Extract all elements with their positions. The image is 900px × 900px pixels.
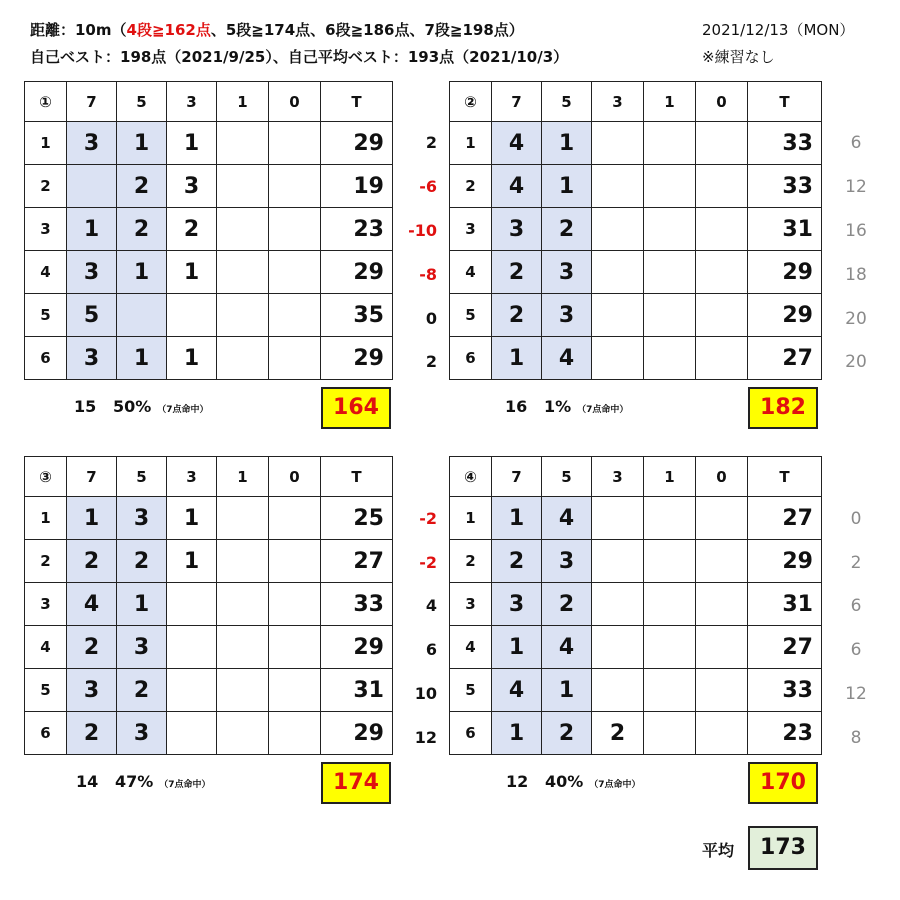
hit-note: （7点命中） — [577, 405, 629, 415]
cumulative-diff: 12 — [845, 177, 867, 197]
table-row — [25, 122, 393, 165]
col-5: 5 — [542, 457, 592, 497]
end-number: 6 — [450, 337, 492, 380]
end-total: 29 — [321, 626, 393, 669]
end-number: 3 — [450, 583, 492, 626]
round-table-4 — [449, 456, 822, 755]
count-0 — [269, 251, 321, 294]
count-3 — [592, 583, 644, 626]
count-7: 1 — [492, 497, 542, 540]
count-1 — [217, 122, 269, 165]
count-1 — [644, 251, 696, 294]
count-1 — [644, 122, 696, 165]
count-3 — [592, 294, 644, 337]
count-5: 4 — [542, 626, 592, 669]
count-3 — [592, 497, 644, 540]
end-total: 29 — [321, 712, 393, 755]
cumulative-diff: 12 — [845, 684, 867, 704]
col-total: T — [321, 82, 393, 122]
count-7: 1 — [492, 337, 542, 380]
end-number: 1 — [25, 497, 67, 540]
count-0 — [269, 669, 321, 712]
count-5: 1 — [542, 669, 592, 712]
count-7 — [67, 165, 117, 208]
col-7: 7 — [492, 457, 542, 497]
end-number: 5 — [450, 669, 492, 712]
count-1 — [217, 165, 269, 208]
personal-best: 自己ベスト：198点（2021/9/25）、自己平均ベスト：193点（2021/10/3） — [30, 48, 569, 66]
table-row — [25, 712, 393, 755]
table-header — [25, 82, 393, 122]
count-7: 2 — [67, 712, 117, 755]
count-7: 3 — [67, 337, 117, 380]
round-label: ③ — [25, 457, 67, 497]
count-7: 4 — [492, 165, 542, 208]
end-total: 27 — [748, 497, 822, 540]
end-total: 33 — [748, 122, 822, 165]
table-row — [25, 626, 393, 669]
count-1 — [217, 208, 269, 251]
end-number: 4 — [25, 626, 67, 669]
count-3 — [592, 122, 644, 165]
hit-count: 16 — [505, 397, 528, 416]
count-5: 1 — [117, 337, 167, 380]
cumulative-diff: 8 — [850, 728, 862, 748]
end-total: 29 — [321, 251, 393, 294]
cumulative-diff: 2 — [850, 553, 862, 573]
count-7: 4 — [67, 583, 117, 626]
end-number: 5 — [25, 294, 67, 337]
count-0 — [696, 626, 748, 669]
end-total: 29 — [321, 122, 393, 165]
end-diff: 0 — [425, 309, 437, 328]
count-0 — [269, 165, 321, 208]
count-0 — [696, 540, 748, 583]
count-5: 2 — [542, 712, 592, 755]
table-row — [25, 208, 393, 251]
end-total: 29 — [748, 294, 822, 337]
count-1 — [217, 669, 269, 712]
count-1 — [217, 626, 269, 669]
count-3: 1 — [167, 337, 217, 380]
count-1 — [644, 626, 696, 669]
col-1: 1 — [644, 82, 696, 122]
round-total-1: 164 — [321, 387, 391, 429]
end-diff: 6 — [425, 640, 437, 659]
count-5: 3 — [542, 294, 592, 337]
count-7: 3 — [67, 669, 117, 712]
count-7: 1 — [492, 626, 542, 669]
end-diff: -2 — [419, 553, 437, 572]
end-number: 6 — [25, 337, 67, 380]
round-total-3: 174 — [321, 762, 391, 804]
count-3 — [167, 669, 217, 712]
average-value: 173 — [748, 826, 818, 870]
round-table-1 — [24, 81, 393, 380]
end-number: 1 — [450, 497, 492, 540]
count-0 — [269, 540, 321, 583]
count-5: 1 — [542, 122, 592, 165]
count-1 — [217, 337, 269, 380]
count-5: 2 — [117, 165, 167, 208]
average-label: 平均 — [702, 841, 735, 860]
count-3 — [167, 294, 217, 337]
count-0 — [696, 294, 748, 337]
col-1: 1 — [217, 82, 269, 122]
table-row — [25, 294, 393, 337]
count-3 — [592, 540, 644, 583]
hit-percent: 1% — [543, 397, 572, 416]
table-header — [450, 82, 822, 122]
end-number: 1 — [25, 122, 67, 165]
end-number: 2 — [25, 165, 67, 208]
distance-rule-highlight: 4段≧162点 — [126, 21, 211, 39]
end-number: 2 — [25, 540, 67, 583]
count-5: 4 — [542, 337, 592, 380]
col-1: 1 — [644, 457, 696, 497]
count-5: 2 — [117, 669, 167, 712]
round-table-3 — [24, 456, 393, 755]
count-5: 2 — [542, 583, 592, 626]
table-row — [450, 626, 822, 669]
end-number: 5 — [450, 294, 492, 337]
col-3: 3 — [592, 82, 644, 122]
count-1 — [217, 251, 269, 294]
count-1 — [644, 497, 696, 540]
end-number: 4 — [25, 251, 67, 294]
table-row — [450, 669, 822, 712]
end-total: 29 — [748, 251, 822, 294]
end-diff: -6 — [419, 177, 437, 196]
table-header — [450, 457, 822, 497]
count-0 — [696, 712, 748, 755]
round-total-4: 170 — [748, 762, 818, 804]
count-7: 2 — [67, 626, 117, 669]
count-1 — [217, 497, 269, 540]
end-total: 31 — [321, 669, 393, 712]
count-0 — [696, 337, 748, 380]
col-5: 5 — [117, 82, 167, 122]
count-0 — [269, 712, 321, 755]
count-7: 3 — [67, 122, 117, 165]
col-0: 0 — [696, 457, 748, 497]
count-7: 3 — [492, 208, 542, 251]
round-summary-4 — [506, 772, 641, 791]
count-7: 1 — [67, 497, 117, 540]
hit-percent: 47% — [114, 772, 154, 791]
count-7: 2 — [492, 540, 542, 583]
end-diff: 4 — [425, 596, 437, 615]
count-5: 3 — [117, 712, 167, 755]
distance-rule-rest: 、5段≧174点、6段≧186点、7段≧198点） — [210, 21, 524, 39]
end-number: 4 — [450, 251, 492, 294]
end-diff: 2 — [425, 352, 437, 371]
round-total-2: 182 — [748, 387, 818, 429]
count-1 — [644, 540, 696, 583]
count-5: 1 — [117, 583, 167, 626]
count-3: 1 — [167, 497, 217, 540]
end-diff: 12 — [414, 728, 437, 747]
session-date: 2021/12/13（MON） — [702, 21, 855, 39]
count-3 — [592, 626, 644, 669]
cumulative-diff: 0 — [850, 509, 862, 529]
end-number: 6 — [25, 712, 67, 755]
count-5: 3 — [117, 626, 167, 669]
round-label: ① — [25, 82, 67, 122]
round-summary-2 — [505, 397, 628, 416]
hit-percent: 40% — [544, 772, 584, 791]
count-3: 1 — [167, 251, 217, 294]
count-5: 3 — [542, 251, 592, 294]
count-0 — [696, 583, 748, 626]
col-total: T — [748, 457, 822, 497]
count-1 — [644, 712, 696, 755]
end-diff: 2 — [425, 133, 437, 152]
end-total: 33 — [748, 669, 822, 712]
count-0 — [269, 208, 321, 251]
end-number: 6 — [450, 712, 492, 755]
cumulative-diff: 16 — [845, 221, 867, 241]
count-3 — [167, 626, 217, 669]
end-number: 2 — [450, 165, 492, 208]
count-3: 2 — [592, 712, 644, 755]
count-0 — [269, 337, 321, 380]
end-total: 25 — [321, 497, 393, 540]
col-5: 5 — [117, 457, 167, 497]
end-total: 31 — [748, 583, 822, 626]
count-5: 1 — [117, 122, 167, 165]
count-3 — [592, 165, 644, 208]
col-0: 0 — [269, 457, 321, 497]
end-total: 33 — [321, 583, 393, 626]
col-3: 3 — [167, 457, 217, 497]
table-header — [25, 457, 393, 497]
count-1 — [644, 669, 696, 712]
end-number: 3 — [25, 583, 67, 626]
count-5: 1 — [542, 165, 592, 208]
count-7: 1 — [492, 712, 542, 755]
count-1 — [217, 294, 269, 337]
cumulative-diff: 6 — [850, 133, 862, 153]
hit-count: 15 — [74, 397, 97, 416]
col-0: 0 — [696, 82, 748, 122]
table-row — [25, 583, 393, 626]
count-3 — [167, 712, 217, 755]
cumulative-diff: 20 — [845, 352, 867, 372]
count-5: 1 — [117, 251, 167, 294]
count-0 — [696, 669, 748, 712]
count-0 — [269, 626, 321, 669]
table-row — [25, 540, 393, 583]
hit-note: （7点命中） — [159, 780, 211, 790]
cumulative-diff: 18 — [845, 265, 867, 285]
count-3 — [167, 583, 217, 626]
table-row — [25, 497, 393, 540]
count-1 — [217, 540, 269, 583]
practice-note: ※練習なし — [702, 48, 775, 66]
count-3 — [592, 251, 644, 294]
count-7: 5 — [67, 294, 117, 337]
count-7: 2 — [492, 294, 542, 337]
table-row — [450, 165, 822, 208]
table-row — [450, 251, 822, 294]
count-0 — [696, 122, 748, 165]
end-total: 31 — [748, 208, 822, 251]
table-row — [450, 583, 822, 626]
round-summary-1 — [74, 397, 209, 416]
count-5 — [117, 294, 167, 337]
count-7: 2 — [67, 540, 117, 583]
count-1 — [644, 165, 696, 208]
col-1: 1 — [217, 457, 269, 497]
count-1 — [217, 583, 269, 626]
table-row — [25, 251, 393, 294]
end-total: 29 — [748, 540, 822, 583]
count-5: 2 — [117, 540, 167, 583]
end-total: 23 — [748, 712, 822, 755]
round-label: ② — [450, 82, 492, 122]
count-1 — [644, 294, 696, 337]
count-1 — [644, 337, 696, 380]
end-total: 29 — [321, 337, 393, 380]
end-total: 27 — [748, 626, 822, 669]
col-total: T — [321, 457, 393, 497]
col-5: 5 — [542, 82, 592, 122]
col-total: T — [748, 82, 822, 122]
table-row — [450, 712, 822, 755]
table-row — [25, 669, 393, 712]
count-3: 2 — [167, 208, 217, 251]
count-3: 3 — [167, 165, 217, 208]
count-0 — [269, 122, 321, 165]
col-3: 3 — [167, 82, 217, 122]
count-7: 3 — [492, 583, 542, 626]
end-number: 5 — [25, 669, 67, 712]
col-7: 7 — [67, 82, 117, 122]
count-5: 3 — [542, 540, 592, 583]
col-7: 7 — [67, 457, 117, 497]
end-total: 23 — [321, 208, 393, 251]
end-diff: -10 — [408, 221, 437, 240]
count-0 — [696, 251, 748, 294]
hit-count: 12 — [506, 772, 529, 791]
count-0 — [696, 497, 748, 540]
end-total: 27 — [321, 540, 393, 583]
table-row — [450, 208, 822, 251]
hit-note: （7点命中） — [157, 405, 209, 415]
count-7: 4 — [492, 669, 542, 712]
count-0 — [269, 497, 321, 540]
count-1 — [644, 208, 696, 251]
cumulative-diff: 20 — [845, 309, 867, 329]
count-3 — [592, 337, 644, 380]
count-5: 2 — [542, 208, 592, 251]
round-summary-3 — [76, 772, 211, 791]
round-label: ④ — [450, 457, 492, 497]
count-3 — [592, 208, 644, 251]
end-total: 35 — [321, 294, 393, 337]
count-1 — [217, 712, 269, 755]
count-7: 2 — [492, 251, 542, 294]
hit-count: 14 — [76, 772, 99, 791]
distance-rule-prefix: 距離：10m（ — [30, 21, 127, 39]
end-number: 3 — [25, 208, 67, 251]
round-table-2 — [449, 81, 822, 380]
end-number: 3 — [450, 208, 492, 251]
count-3: 1 — [167, 540, 217, 583]
end-diff: -8 — [419, 265, 437, 284]
count-5: 2 — [117, 208, 167, 251]
hit-note: （7点命中） — [589, 780, 641, 790]
count-5: 3 — [117, 497, 167, 540]
table-row — [25, 337, 393, 380]
count-7: 4 — [492, 122, 542, 165]
table-row — [450, 337, 822, 380]
table-row — [25, 165, 393, 208]
count-3: 1 — [167, 122, 217, 165]
count-5: 4 — [542, 497, 592, 540]
count-1 — [644, 583, 696, 626]
count-0 — [269, 583, 321, 626]
count-3 — [592, 669, 644, 712]
cumulative-diff: 6 — [850, 640, 862, 660]
count-0 — [696, 165, 748, 208]
col-7: 7 — [492, 82, 542, 122]
end-total: 27 — [748, 337, 822, 380]
end-diff: 10 — [414, 684, 437, 703]
col-3: 3 — [592, 457, 644, 497]
distance-rule — [30, 19, 524, 40]
hit-percent: 50% — [112, 397, 152, 416]
count-7: 1 — [67, 208, 117, 251]
table-row — [450, 122, 822, 165]
end-total: 19 — [321, 165, 393, 208]
table-row — [450, 540, 822, 583]
end-number: 2 — [450, 540, 492, 583]
count-0 — [269, 294, 321, 337]
count-7: 3 — [67, 251, 117, 294]
col-0: 0 — [269, 82, 321, 122]
end-number: 4 — [450, 626, 492, 669]
count-0 — [696, 208, 748, 251]
end-number: 1 — [450, 122, 492, 165]
table-row — [450, 497, 822, 540]
end-total: 33 — [748, 165, 822, 208]
table-row — [450, 294, 822, 337]
cumulative-diff: 6 — [850, 596, 862, 616]
end-diff: -2 — [419, 509, 437, 528]
